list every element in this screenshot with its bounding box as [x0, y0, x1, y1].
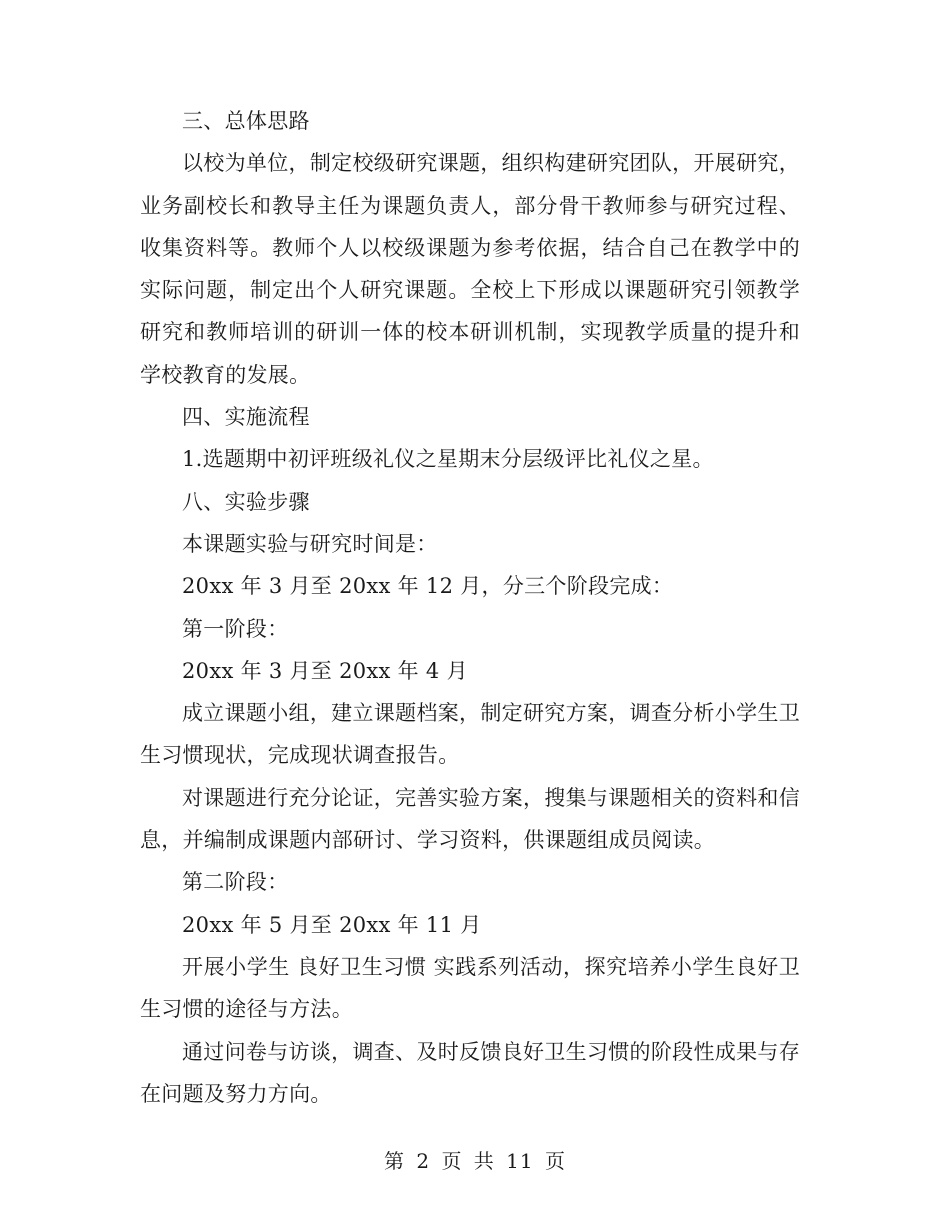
stage-two-heading: 第二阶段：	[182, 870, 289, 895]
paragraph-research-period: 20xx 年 3 月至 20xx 年 12 月，分三个阶段完成：	[182, 574, 674, 599]
stage-two-task-2: 通过问卷与访谈，调查、及时反馈良好卫生习惯的阶段性成果与存在问题及努力方向。	[140, 1039, 800, 1106]
document-body	[140, 100, 800, 1115]
section-heading-overall-approach: 三、总体思路	[182, 109, 310, 133]
section-heading-experiment-steps: 八、实验步骤	[182, 489, 310, 514]
page-number-footer: 第 2 页 共 11 页	[384, 1149, 566, 1173]
stage-two-dates: 20xx 年 5 月至 20xx 年 11 月	[182, 912, 482, 937]
stage-one-heading: 第一阶段：	[182, 616, 289, 641]
stage-two-task-1: 开展小学生 良好卫生习惯 实践系列活动，探究培养小学生良好卫生习惯的途径与方法。	[140, 954, 800, 1022]
stage-one-task-1: 成立课题小组，建立课题档案，制定研究方案，调查分析小学生卫生习惯现状，完成现状调查报告。	[140, 701, 800, 768]
stage-one-dates: 20xx 年 3 月至 20xx 年 4 月	[182, 658, 468, 683]
paragraph-topic-selection: 1.选题期中初评班级礼仪之星期末分层级评比礼仪之星。	[182, 447, 714, 472]
paragraph-research-time-intro: 本课题实验与研究时间是：	[182, 531, 438, 556]
section-heading-implementation-process: 四、实施流程	[182, 405, 310, 430]
paragraph-overall-approach: 以校为单位，制定校级研究课题，组织构建研究团队，开展研究，业务副校长和教导主任为课题负责人，部分骨干教师参与研究过程、收集资料等。教师个人以校级课题为参考依据，结合自己在教学中的实际问题，制定出个人研究课题。全校上下形成以课题研究引领教学研究和教师培训的研训一体的校本研训机制，实现教学质量的提升和学校教育的发展。	[140, 151, 800, 387]
stage-one-task-2: 对课题进行充分论证，完善实验方案，搜集与课题相关的资料和信息，并编制成课题内部研讨、学习资料，供课题组成员阅读。	[140, 785, 800, 853]
